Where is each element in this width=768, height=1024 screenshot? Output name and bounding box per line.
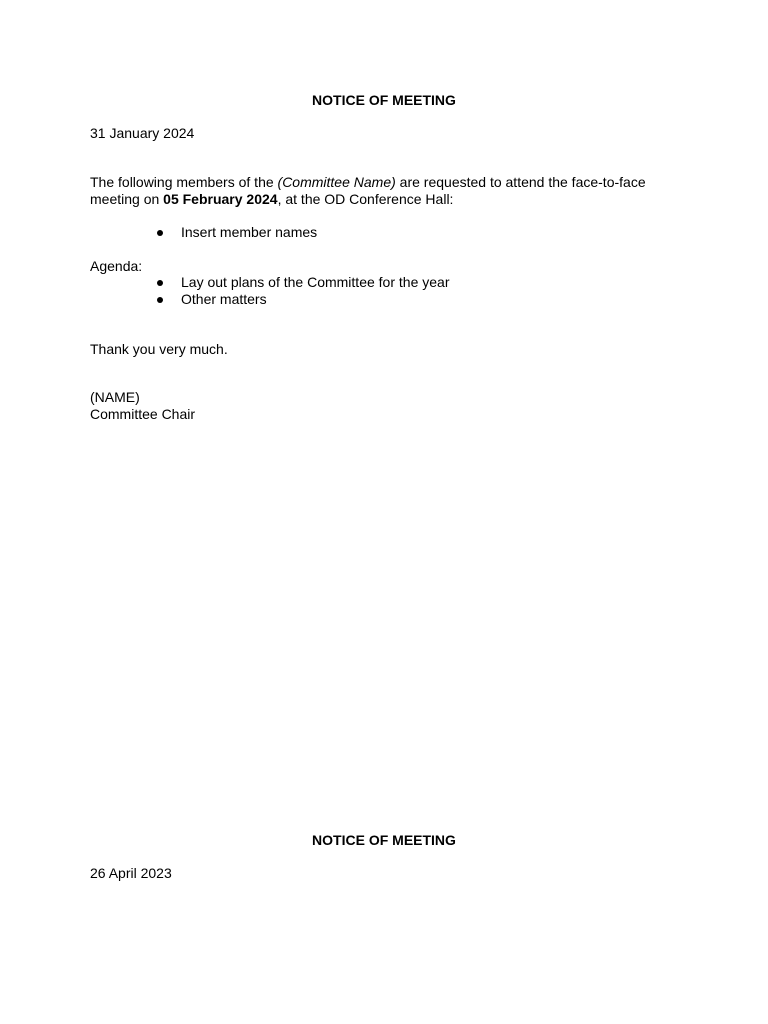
intro-line-1 (90, 174, 646, 191)
signatory-name: (NAME) (90, 389, 140, 405)
intro-line-2 (90, 191, 453, 208)
notice-title: NOTICE OF MEETING (312, 92, 456, 108)
agenda-item: Other matters (181, 291, 267, 307)
notice-title: NOTICE OF MEETING (312, 832, 456, 848)
notice-date: 31 January 2024 (90, 125, 195, 141)
intro-text: The following members of the (90, 174, 278, 190)
meeting-date: 05 February 2024 (163, 191, 278, 207)
intro-text: meeting on (90, 191, 164, 207)
agenda-item: Lay out plans of the Committee for the year (181, 274, 450, 290)
bullet-icon (157, 297, 163, 303)
committee-name-placeholder: (Committee Name) (277, 174, 396, 190)
notice-date: 26 April 2023 (90, 865, 172, 881)
bullet-icon (157, 280, 163, 286)
bullet-icon (157, 230, 163, 236)
intro-text: are requested to attend the face-to-face (395, 174, 646, 190)
closing-text: Thank you very much. (90, 341, 228, 357)
agenda-label: Agenda: (90, 258, 143, 274)
intro-text: , at the OD Conference Hall: (277, 191, 454, 207)
signatory-title: Committee Chair (90, 406, 196, 422)
member-item: Insert member names (181, 224, 318, 240)
